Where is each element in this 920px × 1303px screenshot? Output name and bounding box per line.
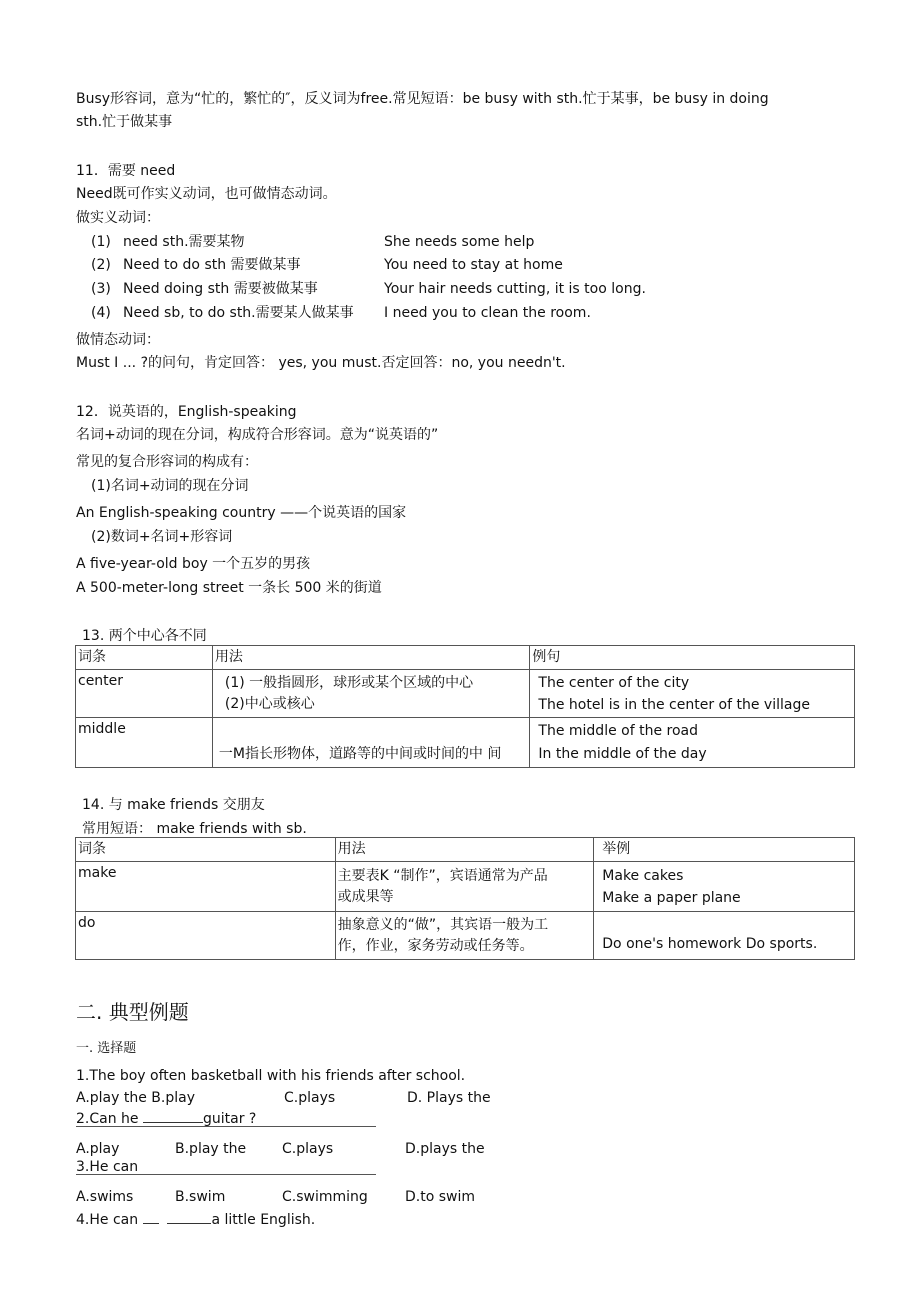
usage-line: 抽象意义的“做”，其宾语一般为工	[337, 916, 549, 933]
english-speaking-desc: 名词+动词的现在分词，构成符合形容词。意为“说英语的”	[76, 427, 439, 443]
need-item-example: You need to stay at home	[384, 257, 563, 273]
q1-option: D. Plays the	[407, 1090, 491, 1106]
table-usage-cell	[212, 718, 530, 768]
table-header-row	[76, 646, 855, 670]
table-word-cell: center	[76, 670, 213, 718]
need-item-usage: Need to do sth 需要做某事	[123, 257, 301, 273]
q2-option: D.plays the	[405, 1141, 485, 1157]
q1-option: C.plays	[284, 1090, 336, 1106]
table-usage-cell	[335, 912, 594, 960]
english-speaking-common: 常见的复合形容词的构成有：	[76, 454, 258, 470]
need-heading: 11．需要 need	[76, 163, 176, 179]
q4-suffix: a little English.	[211, 1212, 316, 1228]
make-table-phrase: 常用短语： make friends with sb.	[82, 821, 307, 837]
usage-line: 作，作业，家务劳动或任务等。	[337, 937, 534, 954]
usage-line: 或成果等	[337, 888, 394, 905]
table-example-cell	[530, 670, 855, 718]
need-item-usage: need sth.需要某物	[123, 234, 245, 250]
need-modal-label: 做情态动词：	[76, 332, 160, 348]
need-notional-label: 做实义动词：	[76, 210, 160, 226]
q2-suffix: guitar ?	[202, 1111, 257, 1127]
table-header-cell: 用法	[212, 646, 530, 670]
q2-option: B.play the	[175, 1141, 247, 1157]
make-table-heading: 14. 与 make friends 交朋友	[82, 797, 265, 813]
table-header-cell: 用法	[335, 838, 594, 862]
example-line: The middle of the road	[538, 722, 698, 739]
q1-option: A.play the B.play	[76, 1090, 195, 1106]
table-header-cell: 词条	[76, 838, 336, 862]
center-middle-table	[75, 645, 855, 768]
table-example-cell	[594, 912, 855, 960]
make-do-table	[75, 837, 855, 960]
table-word-cell: make	[76, 862, 336, 912]
table-example-cell	[594, 862, 855, 912]
table-header-cell: 例句	[530, 646, 855, 670]
busy-line-2: sth.忙于做某事	[76, 114, 173, 130]
table-row	[76, 670, 855, 718]
english-speaking-example1: An English-speaking country ——个说英语的国家	[76, 505, 407, 521]
english-speaking-example3: A 500-meter-long street 一条长 500 米的街道	[76, 580, 382, 596]
usage-line: (2)中心或核心	[224, 695, 315, 712]
need-item-num: (1)	[91, 234, 111, 250]
example-line: The hotel is in the center of the village	[538, 696, 810, 713]
table-word-cell: do	[76, 912, 336, 960]
section2-title: 二. 典型例题	[76, 1000, 189, 1024]
answer-blank[interactable]	[143, 1122, 203, 1123]
table-header-cell: 举例	[594, 838, 855, 862]
answer-blank[interactable]	[143, 1223, 159, 1224]
section2-subtitle: 一. 选择题	[76, 1041, 137, 1056]
table-header-cell: 词条	[76, 646, 213, 670]
table-row	[76, 862, 855, 912]
q3-option: B.swim	[175, 1189, 226, 1205]
table-usage-cell	[212, 670, 530, 718]
busy-line-1: Busy形容词，意为“忙的，繁忙的″，反义词为free.常见短语：be busy with sth.忙于某事，be busy in doing	[76, 91, 769, 107]
table-usage-cell	[335, 862, 594, 912]
q4-prefix: 4.He can	[76, 1212, 143, 1228]
usage-line: 主要表K “制作”，宾语通常为产品	[337, 867, 548, 884]
need-item-num: (4)	[91, 305, 111, 321]
need-item-example: She needs some help	[384, 234, 535, 250]
english-speaking-rule2: (2)数词+名词+形容词	[91, 529, 233, 545]
q2-option: C.plays	[282, 1141, 334, 1157]
need-item-num: (3)	[91, 281, 111, 297]
table-row	[76, 912, 855, 960]
example-line: Do one's homework Do sports.	[602, 936, 818, 952]
question-3: 3.He can	[76, 1159, 139, 1175]
q3-option: A.swims	[76, 1189, 134, 1205]
example-line: Make cakes	[602, 867, 684, 884]
table-header-row	[76, 838, 855, 862]
need-item-num: (2)	[91, 257, 111, 273]
q2-option: A.play	[76, 1141, 120, 1157]
table-example-cell	[530, 718, 855, 768]
example-line: Make a paper plane	[602, 889, 741, 906]
english-speaking-heading: 12．说英语的，English-speaking	[76, 404, 297, 420]
example-line: The center of the city	[538, 674, 690, 691]
table-word-cell: middle	[76, 718, 213, 768]
usage-line: 一M指长形物体，道路等的中间或时间的中 间	[218, 746, 502, 762]
need-item-example: Your hair needs cutting, it is too long.	[384, 281, 646, 297]
example-line: In the middle of the day	[538, 745, 707, 762]
english-speaking-example2: A five-year-old boy 一个五岁的男孩	[76, 556, 311, 572]
question-1: 1.The boy often basketball with his friends after school.	[76, 1068, 466, 1084]
need-modal-text: Must I ... ?的问句，肯定回答： yes, you must.否定回答：no, you needn't.	[76, 355, 566, 371]
need-item-usage: Need sb, to do sth.需要某人做某事	[123, 305, 354, 321]
table-row	[76, 718, 855, 768]
divider-line	[76, 1174, 376, 1175]
question-4	[76, 1211, 315, 1229]
need-intro: Need既可作实义动词，也可做情态动词。	[76, 186, 337, 202]
english-speaking-rule1: (1)名词+动词的现在分词	[91, 478, 249, 494]
center-table-heading: 13. 两个中心各不同	[82, 628, 207, 644]
need-item-usage: Need doing sth 需要被做某事	[123, 281, 318, 297]
usage-line: (1) 一般指圆形，球形或某个区域的中心	[224, 674, 474, 691]
need-item-example: I need you to clean the room.	[384, 305, 591, 321]
q2-prefix: 2.Can he	[76, 1111, 143, 1127]
q3-option: C.swimming	[282, 1189, 368, 1205]
answer-blank[interactable]	[167, 1223, 211, 1224]
divider-line	[76, 1126, 376, 1127]
q3-option: D.to swim	[405, 1189, 476, 1205]
